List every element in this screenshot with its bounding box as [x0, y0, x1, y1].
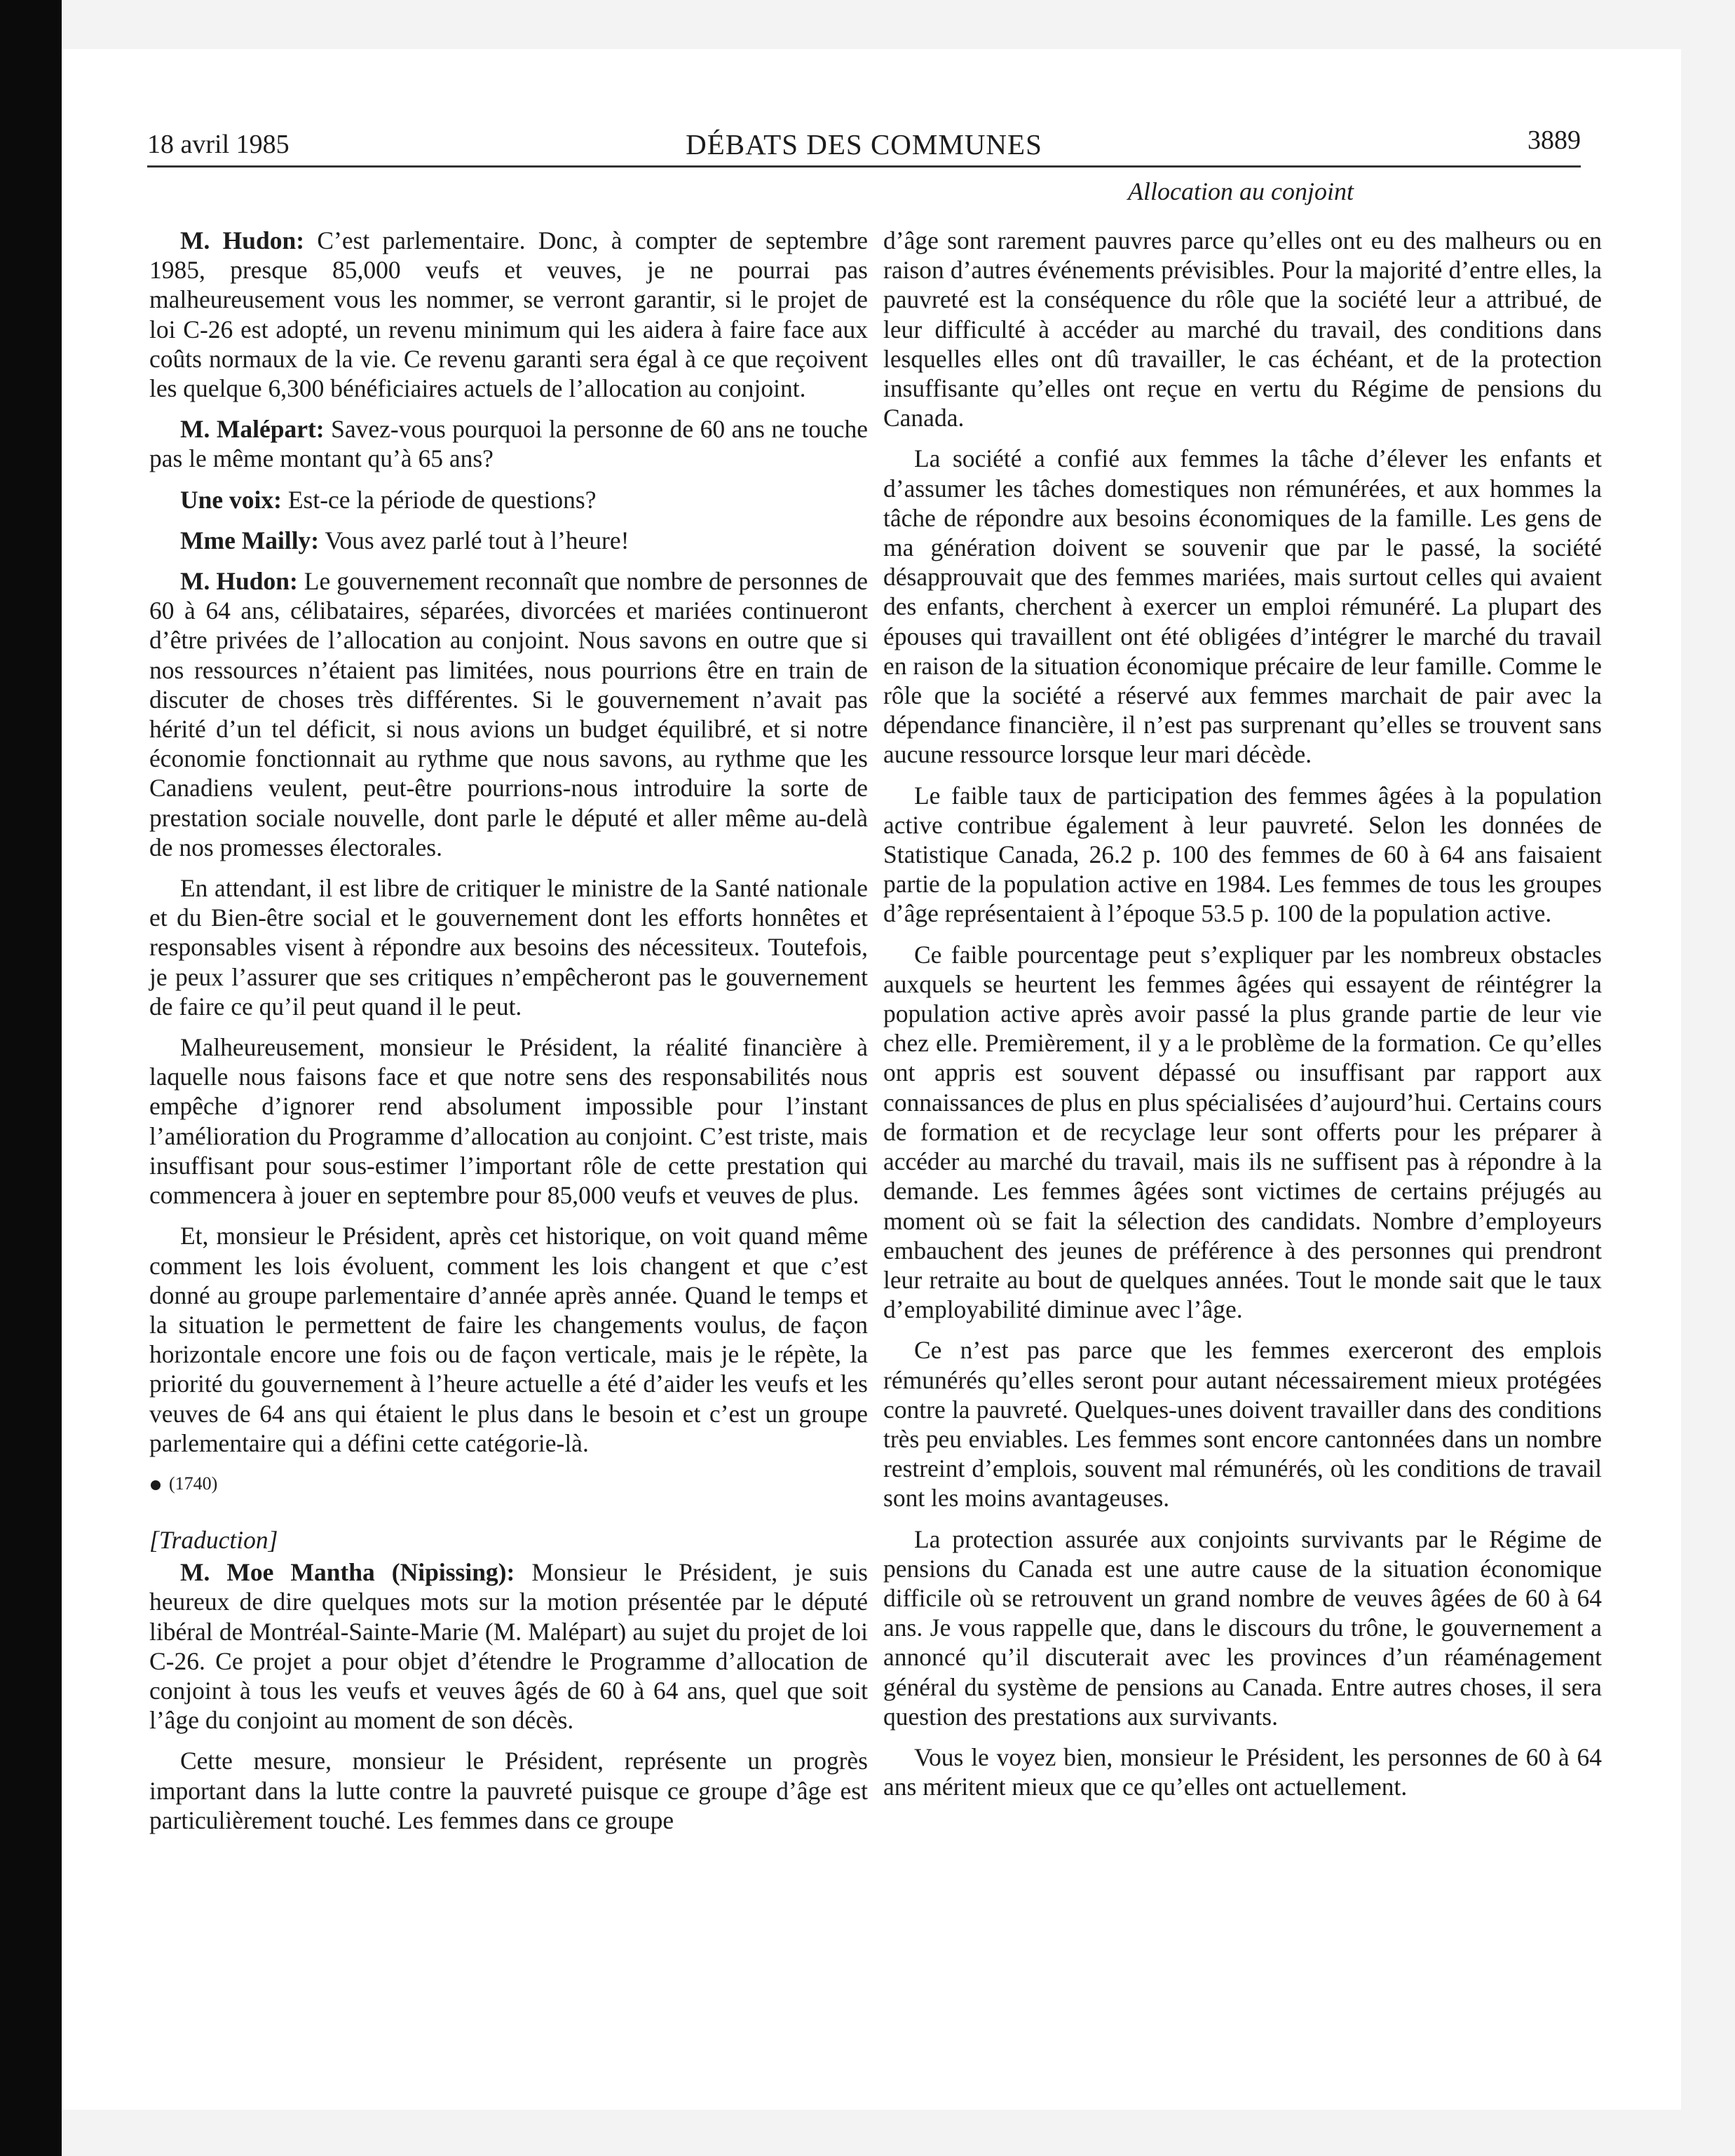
time-marker-text: (1740) [169, 1473, 218, 1494]
paragraph-text: Savez-vous pourquoi la personne de 60 ans ne touche pas le même montant qu’à 65 ans? [149, 415, 869, 473]
paragraph: Malheureusement, monsieur le Président, la réalité financière à laquelle nous faisons face et que notre sens des responsabilités nous empêche d’ignorer rend absolument impossible pour l’instant l’amélioration du Programme d’allocation au conjoint. C’est triste, mais insuffisant pour sous-estimer l’important rôle de cette prestation qui commencera à jouer en septembre pour 85,000 veufs et veuves de plus. [149, 1033, 868, 1210]
page-number: 3889 [1528, 125, 1581, 155]
speaker-name: M. Hudon: [180, 567, 298, 596]
speaker-name: M. Malépart: [180, 415, 325, 444]
header-title: DÉBATS DES COMMUNES [686, 128, 1042, 161]
paragraph: La société a confié aux femmes la tâche d’élever les enfants et d’assumer les tâches domestiques non rémunérées, et aux hommes la tâche de répondre aux besoins économiques de la famille. Les gens de ma génération doivent se souvenir que par le passé, la société désapprouvait que des femmes mariées, mais surtout celles qui avaient des enfants, cherchent à exercer un emploi rémunéré. La plupart des épouses qui travaillent ont été obligées d’intégrer le marché du travail en raison de la situation économique précaire de leur famille. Comme le rôle que la société a réservé aux femmes marchait de pair avec la dépendance financière, il n’est pas surprenant qu’elles se trouvent sans aucune ressource lorsque leur mari décède. [883, 444, 1602, 769]
paragraph [149, 226, 868, 403]
page-header [147, 125, 1581, 167]
paragraph-text: C’est parlementaire. Donc, à compter de septembre 1985, presque 85,000 veufs et veuves, je ne pourrai pas malheureusement vous les nommer, se verront garantir, si le projet de loi C-26 est adopté, un revenu minimum qui les aidera à faire face aux coûts normaux de la vie. Ce revenu garanti sera égal à ce que reçoivent les quelque 6,300 bénéficiaires actuels de l’allocation au conjoint. [149, 226, 869, 403]
scan-margin-right [1681, 0, 1735, 2156]
time-marker [151, 1469, 868, 1499]
left-column [149, 226, 868, 1846]
paragraph: Ce faible pourcentage peut s’expliquer par les nombreux obstacles auxquels se heurtent les femmes âgées qui essayent de réintégrer la population active après avoir passé la plus grande partie de leur vie chez elle. Premièrement, il y a le problème de la formation. Ce qu’elles ont appris est souvent dépassé ou insuffisant par rapport aux connaissances de plus en plus spécialisées d’aujourd’hui. Certains cours de formation et de recyclage leur sont offerts pour les préparer à accéder au marché du travail, mais ils ne suffisent pas à répondre à la demande. Les femmes âgées sont victimes de certains préjugés au moment où se fait la sélection des candidats. Nombre d’employeurs embauchent des jeunes de préférence à des personnes qui prendront leur retraite au bout de quelques années. Tout le monde sait que le taux d’employabilité diminue avec l’âge. [883, 940, 1602, 1324]
paragraph [149, 414, 868, 473]
paragraph-text: Vous avez parlé tout à l’heure! [325, 526, 630, 554]
speaker-name: Une voix: [180, 485, 282, 514]
header-rule [147, 165, 1581, 168]
paragraph: En attendant, il est libre de critiquer le ministre de la Santé nationale et du Bien-être social et le gouvernement dont les efforts honnêtes et responsables visent à répondre aux besoins des nécessiteux. Toutefois, je peux l’assurer que ses critiques n’empêcheront pas le gouvernement de faire ce qu’il peut quand il le peut. [149, 874, 868, 1021]
paragraph [149, 566, 868, 862]
speaker-name: Mme Mailly: [180, 526, 320, 554]
paragraph-text: Monsieur le Président, je suis heureux de dire quelques mots sur la motion présentée par le député libéral de Montréal-Sainte-Marie (M. Malépart) au sujet du projet de loi C-26. Ce projet a pour objet d’étendre le Programme d’allocation de conjoint à tous les veufs et veuves âgés de 60 à 64 ans, quel que soit l’âge du conjoint au moment de son décès. [149, 1558, 868, 1735]
paragraph [149, 1557, 868, 1735]
paragraph-text: Le gouvernement reconnaît que nombre de personnes de 60 à 64 ans, célibataires, séparées, divorcées et mariées continueront d’être privées de l’allocation au conjoint. Nous savons en outre que si nos ressources n’étaient pas limitées, nous pourrions être en train de discuter de choses très différentes. Si le gouvernement n’avait pas hérité d’un tel déficit, si nous avions un budget équilibré, et si notre économie fonctionnait au rythme que nous savons, au rythme que les Canadiens veulent, peut-être pourrions-nous introduire la sorte de prestation sociale nouvelle, dont parle le député et aller même au-delà de nos promesses électorales. [149, 567, 869, 861]
scan-border-left [0, 0, 62, 2156]
paragraph: Vous le voyez bien, monsieur le Président, les personnes de 60 à 64 ans méritent mieux que ce qu’elles ont actuellement. [883, 1742, 1602, 1801]
paragraph: Cette mesure, monsieur le Président, représente un progrès important dans la lutte contre la pauvreté puisque ce groupe d’âge est particulièrement touché. Les femmes dans ce groupe [149, 1747, 868, 1834]
paragraph: Ce n’est pas parce que les femmes exerceront des emplois rémunérés qu’elles seront pour autant nécessairement mieux protégées contre la pauvreté. Quelques-unes doivent travailler dans des conditions très peu enviables. Les femmes sont encore cantonnées dans un nombre restreint d’emplois, souvent mal rémunérés, où les conditions de travail sont les moins avantageuses. [883, 1336, 1602, 1513]
bullet-icon [151, 1480, 161, 1490]
paragraph-text: Est-ce la période de questions? [287, 485, 597, 514]
header-date: 18 avril 1985 [147, 130, 290, 159]
right-column [883, 226, 1602, 1813]
paragraph: d’âge sont rarement pauvres parce qu’elles ont eu des malheurs ou en raison d’autres événements prévisibles. Pour la majorité d’entre elles, la pauvreté est la conséquence du rôle que la société leur a attribué, de leur difficulté à accéder au marché du travail, des conditions dans lesquelles elles ont dû travailler, le cas échéant, et de la protection insuffisante qu’elles ont reçue en vertu du Régime de pensions du Canada. [883, 226, 1602, 432]
traduction-heading: [Traduction] [149, 1525, 278, 1554]
speaker-name: M. Moe Mantha (Nipissing): [180, 1558, 515, 1587]
paragraph [149, 526, 868, 555]
speaker-name: M. Hudon: [180, 226, 305, 254]
scan-margin-top [62, 0, 1681, 49]
running-head: Allocation au conjoint [1128, 177, 1354, 205]
scan-margin-bottom [62, 2110, 1681, 2156]
paragraph [149, 485, 868, 514]
paragraph: Le faible taux de participation des femmes âgées à la population active contribue également à leur pauvreté. Selon les données de Statistique Canada, 26.2 p. 100 des femmes de 60 à 64 ans faisaient partie de la population active en 1984. Les femmes de tous les groupes d’âge représentaient à l’époque 53.5 p. 100 de la population active. [883, 781, 1602, 928]
paragraph: Et, monsieur le Président, après cet historique, on voit quand même comment les lois évoluent, comment les lois changent et que c’est donné au groupe parlementaire d’année après année. Quand le temps et la situation le permettent de faire les changements voulus, de façon horizontale encore une fois ou de façon verticale, mais je le répète, la priorité du gouvernement à l’heure actuelle a été d’aider les veufs et les veuves de 64 ans qui étaient le plus dans le besoin et c’est un groupe parlementaire qui a défini cette catégorie-là. [149, 1222, 868, 1457]
paragraph: La protection assurée aux conjoints survivants par le Régime de pensions du Canada est une autre cause de la situation économique difficile où se retrouvent un grand nombre de veuves âgées de 60 à 64 ans. Je vous rappelle que, dans le discours du trône, le gouvernement a annoncé qu’il discuterait avec les provinces d’un réaménagement général du système de pensions au Canada. Entre autres choses, il sera question des prestations aux survivants. [883, 1524, 1602, 1731]
